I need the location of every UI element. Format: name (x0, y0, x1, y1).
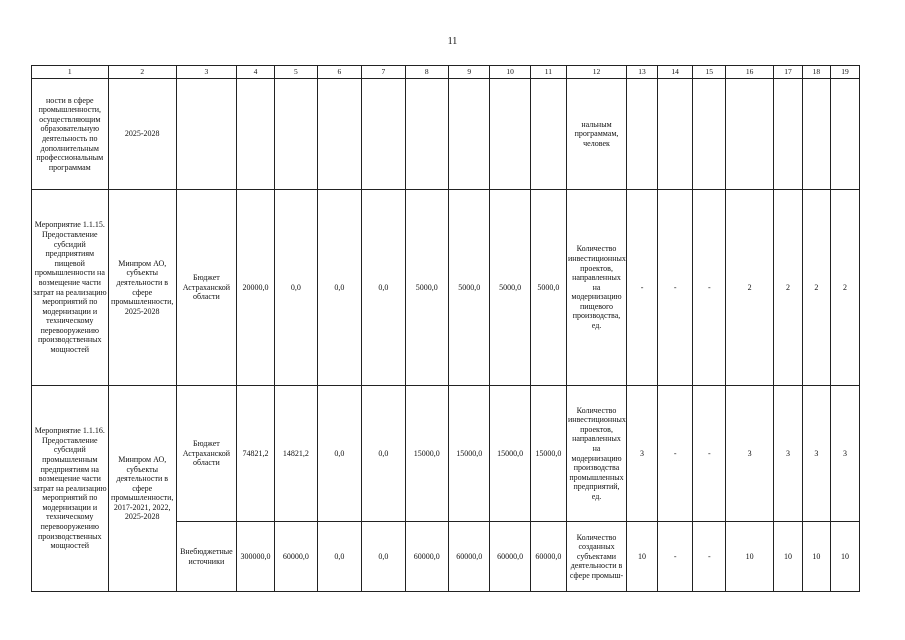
value-cell: 10 (627, 522, 658, 592)
header-cell: 14 (658, 66, 693, 79)
table-row-continuation (32, 79, 860, 190)
table-row-1-1-16-regional (32, 386, 860, 522)
source-cell: Бюджет Астраханской области (176, 190, 236, 386)
value-cell: 60000,0 (449, 522, 490, 592)
empty-cell (236, 79, 274, 190)
empty-cell (627, 79, 658, 190)
value-cell: - (693, 386, 726, 522)
value-cell: 3 (773, 386, 802, 522)
empty-cell (802, 79, 830, 190)
empty-cell (773, 79, 802, 190)
empty-cell (275, 79, 317, 190)
empty-cell (490, 79, 530, 190)
value-cell: 15000,0 (405, 386, 448, 522)
value-cell: 10 (802, 522, 830, 592)
empty-cell (830, 79, 859, 190)
value-cell: 15000,0 (490, 386, 530, 522)
empty-cell (449, 79, 490, 190)
value-cell: 0,0 (317, 522, 362, 592)
header-cell: 16 (726, 66, 774, 79)
empty-cell (530, 79, 566, 190)
value-cell: 0,0 (362, 190, 405, 386)
value-cell: 3 (627, 386, 658, 522)
header-cell: 2 (108, 66, 176, 79)
empty-cell (693, 79, 726, 190)
indicator-cell: Количество инвестиционных проектов, направленных на модернизацию пищевого производства, ед. (567, 190, 627, 386)
value-cell: 60000,0 (405, 522, 448, 592)
value-cell: - (658, 522, 693, 592)
value-cell: 0,0 (317, 190, 362, 386)
value-cell: 60000,0 (490, 522, 530, 592)
header-cell: 15 (693, 66, 726, 79)
value-cell: 300000,0 (236, 522, 274, 592)
value-cell: 2 (773, 190, 802, 386)
empty-cell (176, 79, 236, 190)
header-cell: 13 (627, 66, 658, 79)
value-cell: 74821,2 (236, 386, 274, 522)
activity-cell: ности в сфере промышленности, осуществляющим образовательную деятельность по дополнительным профессиональным программам (32, 79, 109, 190)
header-cell: 7 (362, 66, 405, 79)
page-number: 11 (447, 36, 458, 47)
value-cell: 0,0 (275, 190, 317, 386)
value-cell: - (658, 386, 693, 522)
empty-cell (317, 79, 362, 190)
executor-cell: Минпром АО, субъекты деятельности в сфере промышленности, 2017-2021, 2022, 2025-2028 (108, 386, 176, 592)
value-cell: 10 (830, 522, 859, 592)
source-cell: Внебюджетные источники (176, 522, 236, 592)
value-cell: 5000,0 (490, 190, 530, 386)
value-cell: 20000,0 (236, 190, 274, 386)
program-table (31, 65, 860, 592)
value-cell: 3 (830, 386, 859, 522)
value-cell: 15000,0 (449, 386, 490, 522)
header-cell: 9 (449, 66, 490, 79)
value-cell: 3 (726, 386, 774, 522)
value-cell: 10 (773, 522, 802, 592)
header-cell: 4 (236, 66, 274, 79)
header-cell: 19 (830, 66, 859, 79)
value-cell: 0,0 (362, 386, 405, 522)
header-row (32, 66, 860, 79)
value-cell: - (693, 190, 726, 386)
value-cell: 0,0 (362, 522, 405, 592)
value-cell: 5000,0 (405, 190, 448, 386)
value-cell: 5000,0 (449, 190, 490, 386)
value-cell: - (627, 190, 658, 386)
indicator-cell: Количество инвестиционных проектов, направленных на модернизацию производства промышленных предприятий, ед. (567, 386, 627, 522)
indicator-cell: нальным программам, человек (567, 79, 627, 190)
value-cell: 5000,0 (530, 190, 566, 386)
executor-cell: 2025-2028 (108, 79, 176, 190)
header-cell: 6 (317, 66, 362, 79)
indicator-cell: Количество созданных субъектами деятельности в сфере промыш- (567, 522, 627, 592)
activity-cell: Мероприятие 1.1.15. Предоставление субсидий предприятиям пищевой промышленности на возмещение части затрат на реализацию мероприятий по модернизации и техническому перевооружению производственных мощностей (32, 190, 109, 386)
executor-cell: Минпром АО, субъекты деятельности в сфере промышленности, 2025-2028 (108, 190, 176, 386)
empty-cell (658, 79, 693, 190)
empty-cell (726, 79, 774, 190)
header-cell: 8 (405, 66, 448, 79)
value-cell: 2 (802, 190, 830, 386)
value-cell: 15000,0 (530, 386, 566, 522)
header-cell: 5 (275, 66, 317, 79)
table-row-1-1-15 (32, 190, 860, 386)
header-cell: 10 (490, 66, 530, 79)
value-cell: - (693, 522, 726, 592)
header-cell: 3 (176, 66, 236, 79)
value-cell: 60000,0 (275, 522, 317, 592)
value-cell: 14821,2 (275, 386, 317, 522)
header-cell: 18 (802, 66, 830, 79)
empty-cell (405, 79, 448, 190)
value-cell: - (658, 190, 693, 386)
value-cell: 2 (830, 190, 859, 386)
header-cell: 11 (530, 66, 566, 79)
value-cell: 0,0 (317, 386, 362, 522)
header-cell: 12 (567, 66, 627, 79)
empty-cell (362, 79, 405, 190)
value-cell: 10 (726, 522, 774, 592)
header-cell: 17 (773, 66, 802, 79)
activity-cell: Мероприятие 1.1.16. Предоставление субсидий промышленным предприятиям на возмещение части затрат на реализацию мероприятий по модернизации и техническому перевооружению производственных мощностей (32, 386, 109, 592)
value-cell: 60000,0 (530, 522, 566, 592)
value-cell: 2 (726, 190, 774, 386)
value-cell: 3 (802, 386, 830, 522)
source-cell: Бюджет Астраханской области (176, 386, 236, 522)
header-cell: 1 (32, 66, 109, 79)
